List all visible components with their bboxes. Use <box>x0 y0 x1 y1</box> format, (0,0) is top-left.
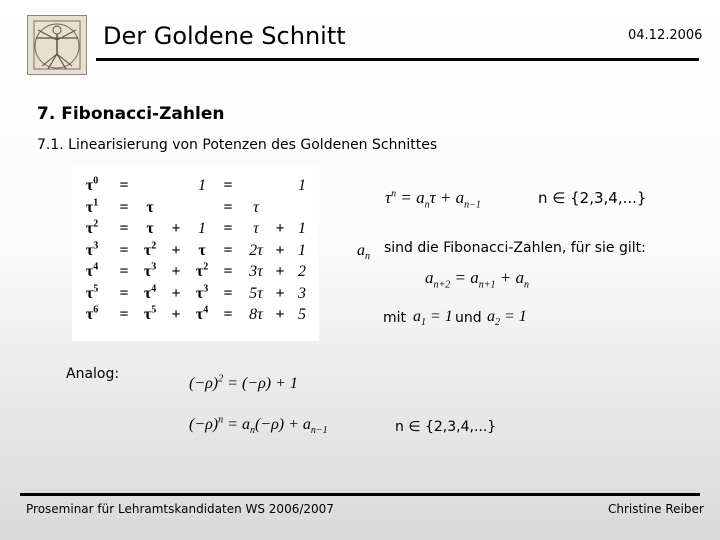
table-row-term-a: $\tau^2$ <box>143 240 157 259</box>
table-row-term-b: 1 <box>198 220 206 237</box>
table-row-eq: = <box>119 263 129 280</box>
table-row-plus: + <box>171 241 181 259</box>
domain-n-2: n ∈ {2,3,4,...} <box>395 419 497 435</box>
analog-label: Analog: <box>66 366 120 382</box>
table-row-plus: + <box>171 306 181 323</box>
table-row-eq2: = <box>223 241 233 259</box>
table-row-rhs-a: τ <box>253 220 259 237</box>
table-row-power: $\tau^0$ <box>85 175 99 194</box>
table-row-eq2: = <box>223 263 233 280</box>
table-row-term-b: $\tau^2$ <box>195 261 209 280</box>
rho-square-formula: $(-\rho)^2 = (-\rho) + 1$ <box>189 373 298 392</box>
initial-a1: $a_1 = 1$ <box>413 308 453 329</box>
table-row-term-b: $\tau^3$ <box>195 283 209 302</box>
table-row-rhs-plus: + <box>275 241 285 259</box>
table-row-eq2: = <box>223 220 233 237</box>
table-row-rhs-b: 5 <box>298 306 306 323</box>
mit-label: mit <box>383 310 407 326</box>
fibonacci-description: sind die Fibonacci-Zahlen, für sie gilt: <box>384 240 646 256</box>
table-row-rhs-b: 2 <box>298 263 306 280</box>
table-row-term-a: $\tau^3$ <box>143 261 157 280</box>
table-row-power: $\tau^4$ <box>85 261 99 280</box>
table-row-eq: = <box>119 306 129 323</box>
table-row-rhs-a: 3τ <box>249 263 263 280</box>
table-row-power: $\tau^3$ <box>85 240 99 259</box>
domain-n: n ∈ {2,3,4,...} <box>538 189 647 207</box>
table-row-rhs-plus: + <box>275 306 285 323</box>
table-row-power: $\tau^2$ <box>85 218 99 237</box>
table-row-rhs-plus: + <box>275 220 285 237</box>
table-row-rhs-b: 3 <box>298 284 306 302</box>
table-row-term-a: τ <box>146 198 154 216</box>
slide-title: Der Goldene Schnitt <box>103 22 346 50</box>
rho-n-formula: $(-\rho)^n = a_n(-\rho) + a_{n-1}$ <box>189 414 328 437</box>
table-row-rhs-a: 8τ <box>249 306 263 323</box>
table-row-eq2: = <box>223 177 233 194</box>
table-row-eq2: = <box>223 198 233 216</box>
fibonacci-recursion: $a_{n+2} = a_{n+1} + a_n$ <box>425 268 529 291</box>
table-row-term-a: τ <box>146 220 154 237</box>
vitruvian-man-icon <box>27 15 87 75</box>
a-n-symbol: $a_n$ <box>357 242 370 263</box>
table-row-rhs-plus: + <box>275 263 285 280</box>
table-row-term-b: 1 <box>198 177 206 194</box>
table-row-plus: + <box>171 263 181 280</box>
table-row-term-b: τ <box>198 241 206 259</box>
table-row-term-b: $\tau^4$ <box>195 304 209 323</box>
header-divider <box>96 58 699 61</box>
initial-a2: $a_2 = 1$ <box>487 308 527 329</box>
section-heading: 7. Fibonacci-Zahlen <box>37 104 225 124</box>
power-recursion-formula: $\tau^n = a_n\tau + a_{n-1}$ <box>385 188 481 211</box>
table-row-plus: + <box>171 220 181 237</box>
table-row-rhs-plus: + <box>275 284 285 302</box>
table-row-eq: = <box>119 220 129 237</box>
table-row-eq: = <box>119 177 129 194</box>
footer-course: Proseminar für Lehramtskandidaten WS 2006/2007 <box>26 502 334 516</box>
table-row-rhs-b: 1 <box>298 241 306 259</box>
table-row-rhs-a: 2τ <box>249 241 263 259</box>
table-row-term-a: $\tau^5$ <box>143 304 157 323</box>
footer-author: Christine Reiber <box>608 502 704 516</box>
table-row-eq2: = <box>223 306 233 323</box>
table-row-rhs-b: 1 <box>298 177 306 194</box>
table-row-term-a: $\tau^4$ <box>143 283 157 302</box>
table-row-power: $\tau^6$ <box>85 304 99 323</box>
table-row-rhs-a: τ <box>253 198 259 216</box>
table-row-power: $\tau^1$ <box>85 197 99 216</box>
table-row-eq2: = <box>223 284 233 302</box>
table-row-plus: + <box>171 284 181 302</box>
table-row-eq: = <box>119 198 129 216</box>
footer-divider <box>20 493 700 496</box>
und-label: und <box>455 310 482 326</box>
table-row-power: $\tau^5$ <box>85 283 99 302</box>
slide-date: 04.12.2006 <box>628 28 703 43</box>
table-row-eq: = <box>119 284 129 302</box>
table-row-rhs-a: 5τ <box>249 284 263 302</box>
table-row-eq: = <box>119 241 129 259</box>
table-row-rhs-b: 1 <box>298 220 306 237</box>
subsection-heading: 7.1. Linearisierung von Potenzen des Goldenen Schnittes <box>37 137 438 153</box>
